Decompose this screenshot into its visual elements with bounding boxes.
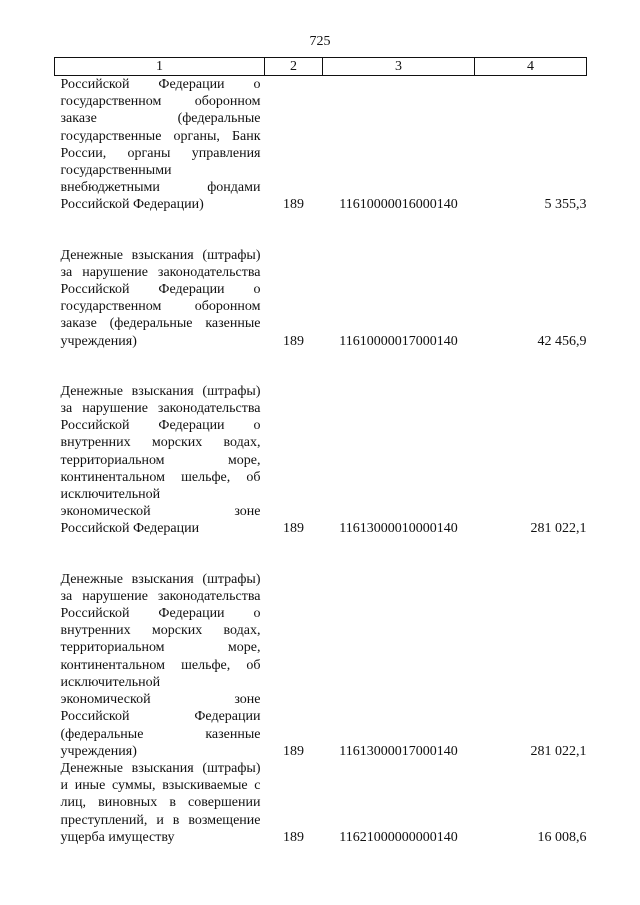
admin-code-cell: 189	[283, 197, 304, 213]
amount-cell: 42 456,9	[537, 333, 587, 349]
revenue-code-cell: 11613000017000140	[339, 743, 458, 759]
table-row	[55, 571, 587, 760]
row-spacer	[55, 350, 587, 383]
table-row	[55, 76, 587, 214]
revenue-name-line: Денежные взыскания (штрафы)	[60, 760, 261, 776]
revenue-name-line: Российской Федерации	[60, 521, 200, 537]
revenue-name-line: за нарушение законодательства	[60, 401, 261, 417]
revenue-name-line: государственные органы, Банк	[60, 128, 261, 144]
row-spacer	[55, 538, 587, 571]
revenue-name-line: государственными	[60, 163, 172, 179]
row-spacer	[55, 214, 587, 247]
revenue-name-line: учреждения)	[60, 333, 137, 349]
revenue-name-line: Российской Федерации	[60, 709, 261, 725]
revenue-name-line: России, органы управления	[60, 145, 261, 161]
revenue-name-line: учреждения)	[60, 743, 137, 759]
revenue-name-line: преступлений, и в возмещение	[60, 812, 261, 828]
revenue-name-line: за нарушение законодательства	[60, 588, 261, 604]
column-number-header-row	[55, 58, 587, 76]
revenue-name-line: (федеральные казенные	[60, 726, 261, 742]
revenue-name-line: за нарушение законодательства	[60, 264, 261, 280]
admin-code-cell: 189	[283, 333, 304, 349]
revenue-name-line: внутренних морских водах,	[60, 623, 261, 639]
table-body	[55, 76, 587, 846]
amount-cell: 16 008,6	[537, 829, 587, 845]
revenue-name-line: внутренних морских водах,	[60, 435, 261, 451]
revenue-name-cell	[55, 76, 265, 214]
column-header-4: 4	[475, 58, 587, 76]
revenue-name-line: Российской Федерации о	[60, 77, 261, 92]
revenue-name-line: территориальном море,	[60, 452, 261, 468]
revenue-name-line: континентальном шельфе, об	[60, 469, 261, 485]
amount-cell: 281 022,1	[530, 743, 587, 759]
revenue-name-line: Российской Федерации)	[60, 197, 204, 213]
revenue-name-line: исключительной	[60, 674, 161, 690]
revenue-name-line: государственном оборонном	[60, 299, 261, 315]
column-header-3: 3	[323, 58, 475, 76]
revenue-name-line: экономической зоне	[60, 692, 261, 708]
revenue-name-line: внебюджетными фондами	[60, 180, 261, 196]
revenue-name-cell	[55, 760, 265, 846]
table-row	[55, 760, 587, 846]
row-spacer-cell	[55, 214, 587, 247]
revenue-name-cell	[55, 247, 265, 350]
amount-cell: 281 022,1	[530, 521, 587, 537]
revenue-name-line: Денежные взыскания (штрафы)	[60, 383, 261, 399]
revenue-name-line: государственном оборонном	[60, 94, 261, 110]
revenue-name-line: исключительной	[60, 487, 161, 503]
revenue-code-cell: 11610000016000140	[339, 197, 458, 213]
revenue-name-line: заказе (федеральные	[60, 111, 261, 127]
revenue-name-line: заказе (федеральные казенные	[60, 316, 261, 332]
table-row	[55, 247, 587, 350]
revenue-name-line: Российской Федерации о	[60, 418, 261, 434]
revenue-name-line: территориальном море,	[60, 640, 261, 656]
admin-code-cell: 189	[283, 743, 304, 759]
column-header-1: 1	[55, 58, 265, 76]
revenue-name-line: Российской Федерации о	[60, 606, 261, 622]
revenue-name-line: континентальном шельфе, об	[60, 657, 261, 673]
table-row	[55, 383, 587, 538]
revenue-name-line: Российской Федерации о	[60, 282, 261, 298]
revenue-name-cell	[55, 571, 265, 760]
revenue-name-line: и иные суммы, взыскиваемые с	[60, 778, 261, 794]
amount-cell: 5 355,3	[544, 197, 587, 213]
revenue-name-cell	[55, 383, 265, 538]
revenue-name-line: ущерба имуществу	[60, 829, 175, 845]
revenue-code-cell: 11613000010000140	[339, 521, 458, 537]
admin-code-cell: 189	[283, 829, 304, 845]
row-spacer-cell	[55, 350, 587, 383]
page-number: 725	[309, 34, 331, 49]
revenue-name-line: экономической зоне	[60, 504, 261, 520]
admin-code-cell: 189	[283, 521, 304, 537]
revenue-name-line: лиц, виновных в совершении	[60, 795, 261, 811]
column-header-2: 2	[265, 58, 323, 76]
revenue-name-line: Денежные взыскания (штрафы)	[60, 571, 261, 587]
revenue-code-cell: 11621000000000140	[339, 829, 458, 845]
revenue-name-line: Денежные взыскания (штрафы)	[60, 247, 261, 263]
revenue-code-cell: 11610000017000140	[339, 333, 458, 349]
revenue-table	[54, 57, 587, 846]
row-spacer-cell	[55, 538, 587, 571]
